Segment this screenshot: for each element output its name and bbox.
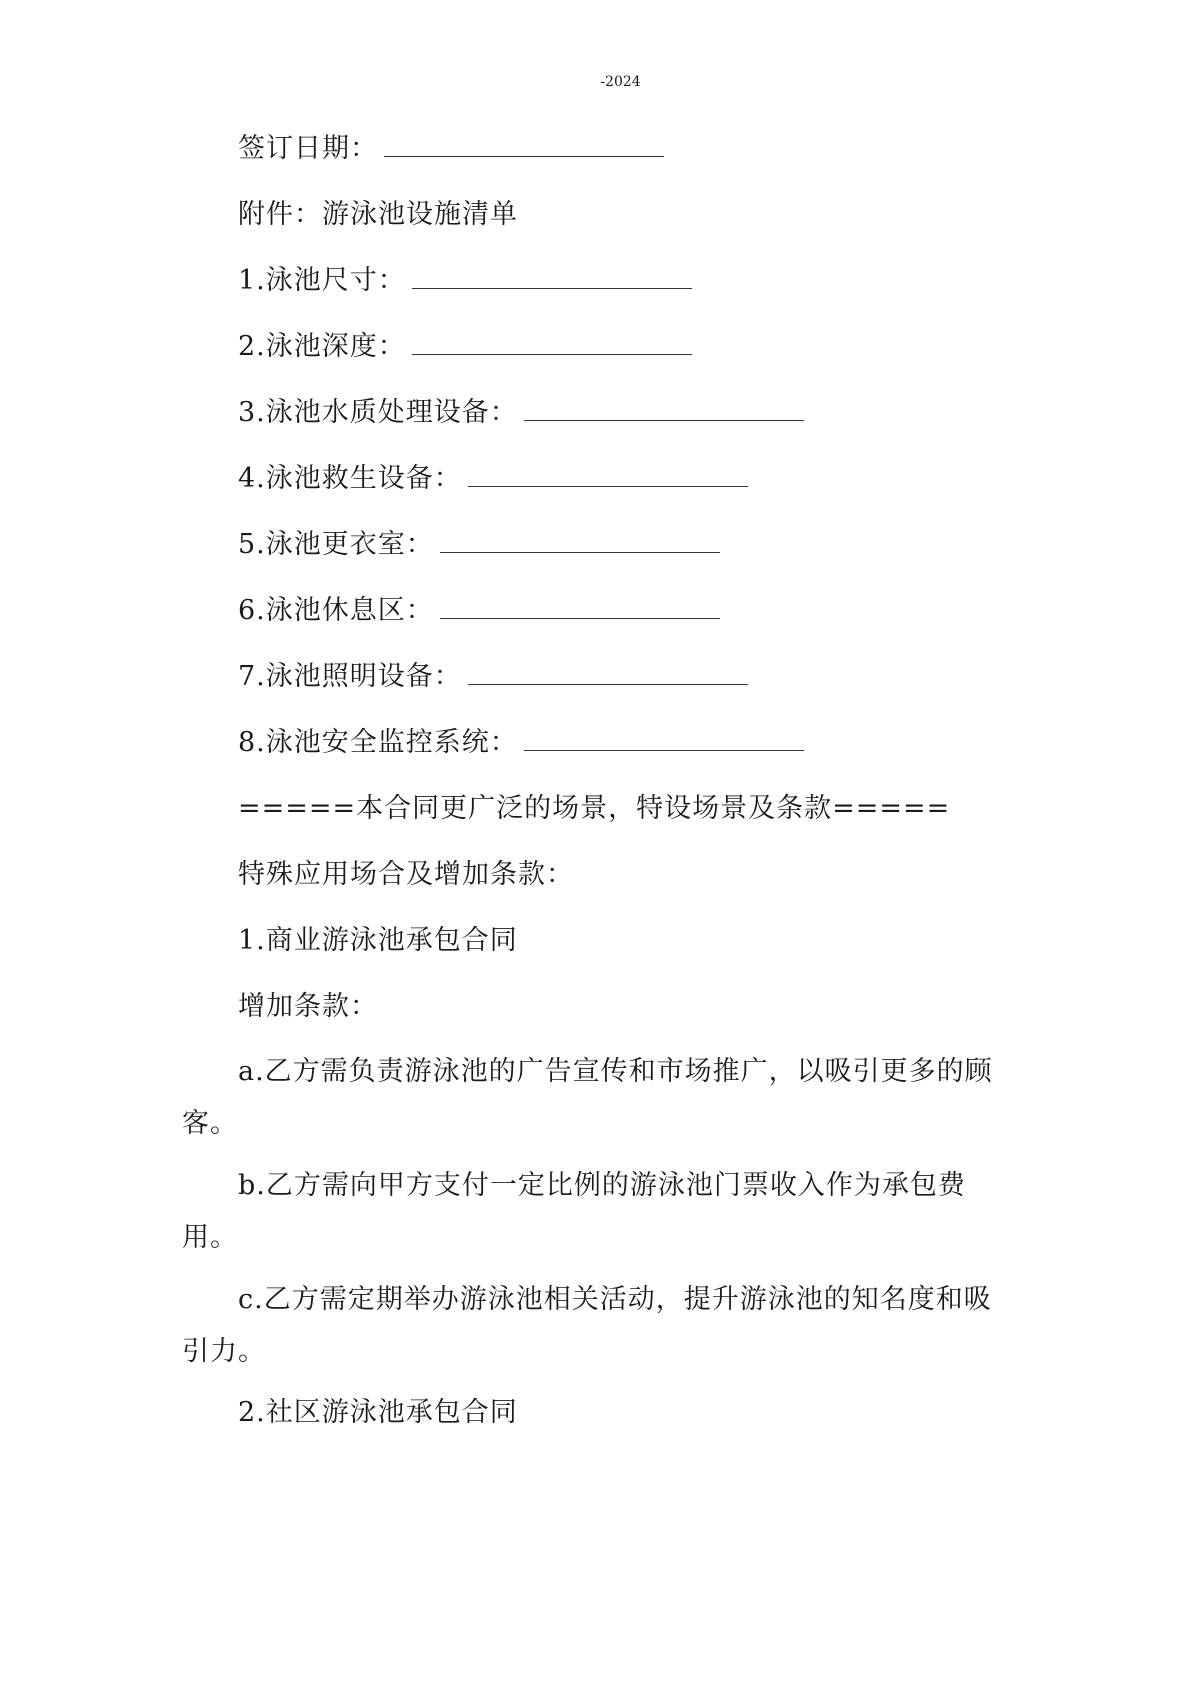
facility-label: 7.泳池照明设备： [238, 661, 462, 692]
facility-label: 5.泳池更衣室： [238, 529, 434, 560]
facility-blank [524, 396, 804, 421]
case1-clause-label: 增加条款： [238, 991, 378, 1022]
sign-date-row [238, 132, 664, 166]
facility-row [238, 594, 720, 628]
facility-label: 3.泳池水质处理设备： [238, 397, 518, 428]
attachment-title: 附件：游泳池设施清单 [238, 199, 518, 230]
clause-item: b.乙方需向甲方支付一定比例的游泳池门票收入作为承包费用。 [182, 1170, 966, 1253]
special-title: 特殊应用场合及增加条款： [238, 859, 574, 890]
case1-title: 1.商业游泳池承包合同 [238, 925, 518, 956]
clause-item: a.乙方需负责游泳池的广告宣传和市场推广，以吸引更多的顾客。 [182, 1056, 993, 1139]
facility-row [238, 396, 804, 430]
facility-blank [468, 462, 748, 487]
facility-row [238, 726, 804, 760]
sign-date-label: 签订日期： [238, 133, 378, 164]
facility-blank [412, 264, 692, 289]
facility-label: 8.泳池安全监控系统： [238, 727, 518, 758]
facility-row [238, 264, 692, 298]
facility-label: 2.泳池深度： [238, 331, 406, 362]
facility-row [238, 462, 748, 496]
case2-title: 2.社区游泳池承包合同 [238, 1397, 518, 1428]
facility-blank [440, 528, 720, 553]
facility-label: 1.泳池尺寸： [238, 265, 406, 296]
facility-blank [524, 726, 804, 751]
sign-date-blank [384, 132, 664, 157]
facility-row [238, 330, 692, 364]
page-header: -2024 [600, 74, 641, 90]
facility-blank [412, 330, 692, 355]
facility-label: 6.泳池休息区： [238, 595, 434, 626]
clause-item: c.乙方需定期举办游泳池相关活动，提升游泳池的知名度和吸引力。 [182, 1284, 992, 1367]
facility-row [238, 660, 748, 694]
section-divider: =====本合同更广泛的场景，特设场景及条款===== [238, 793, 951, 824]
facility-blank [468, 660, 748, 685]
facility-label: 4.泳池救生设备： [238, 463, 462, 494]
facility-blank [440, 594, 720, 619]
facility-row [238, 528, 720, 562]
